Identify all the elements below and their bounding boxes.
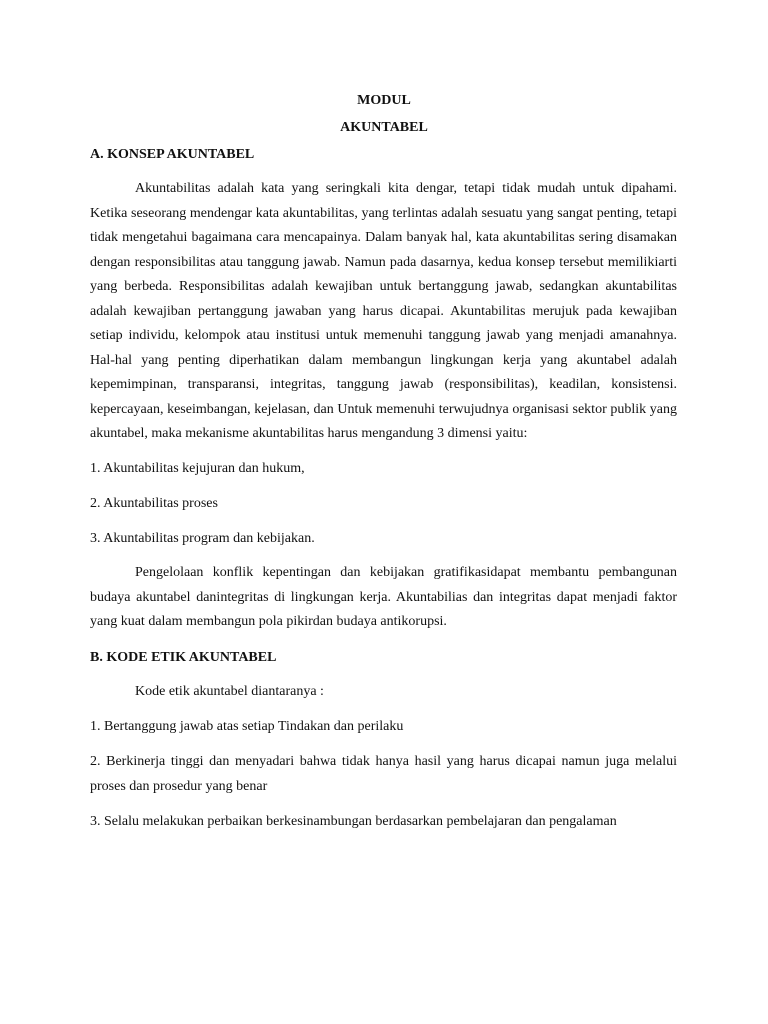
section-b-intro: Kode etik akuntabel diantaranya : (135, 684, 324, 699)
section-b-list-item-2: 2. Berkinerja tinggi dan menyadari bahwa tidak hanya hasil yang harus dicapai namun juga melalui proses dan prosedur yang benar (90, 754, 677, 794)
section-a-paragraph-1: Akuntabilitas adalah kata yang seringkali kita dengar, tetapi tidak mudah untuk dipahami. Ketika seseorang mendengar kata akuntabilitas, yang terlintas adalah sesuatu yang sangat penting, tetapi tidak mengetahui bagaimana cara mencapainya. Dalam banyak hal, kata akuntabilitas sering disamakan dengan responsibilitas atau tanggung jawab. Namun pada dasarnya, kedua konsep tersebut memilikiarti yang berbeda. Responsibilitas adalah kewajiban untuk bertanggung jawab, sedangkan akuntabilitas adalah kewajiban pertanggung jawaban yang harus dicapai. Akuntabilitas merujuk pada kewajiban setiap individu, kelompok atau institusi untuk memenuhi tanggung jawab yang menjadi amanahnya. Hal-hal yang penting diperhatikan dalam membangun lingkungan kerja yang akuntabel adalah kepemimpinan, transparansi, integritas, tanggung jawab (responsibilitas), keadilan, konsistensi. kepercayaan, keseimbangan, kejelasan, dan Untuk memenuhi terwujudnya organisasi sektor publik yang akuntabel, maka mekanisme akuntabilitas harus mengandung 3 dimensi yaitu: (90, 181, 677, 441)
document-title: MODUL (357, 93, 411, 108)
section-b-heading: B. KODE ETIK AKUNTABEL (90, 650, 277, 665)
section-a-heading: A. KONSEP AKUNTABEL (90, 147, 255, 162)
section-a-list-item-2: 2. Akuntabilitas proses (90, 496, 218, 511)
section-a-paragraph-2: Pengelolaan konflik kepentingan dan kebijakan gratifikasidapat membantu pembangunan budaya akuntabel danintegritas di lingkungan kerja. Akuntabilias dan integritas dapat menjadi faktor yang kuat dalam membangun pola pikirdan budaya antikorupsi. (90, 565, 677, 629)
section-a-list-item-1: 1. Akuntabilitas kejujuran dan hukum, (90, 461, 305, 476)
document-subtitle: AKUNTABEL (340, 120, 428, 135)
section-a-list-item-3: 3. Akuntabilitas program dan kebijakan. (90, 531, 315, 546)
section-b-list-item-1: 1. Bertanggung jawab atas setiap Tindakan dan perilaku (90, 719, 404, 734)
section-b-list-item-3: 3. Selalu melakukan perbaikan berkesinambungan berdasarkan pembelajaran dan pengalaman (90, 814, 617, 829)
